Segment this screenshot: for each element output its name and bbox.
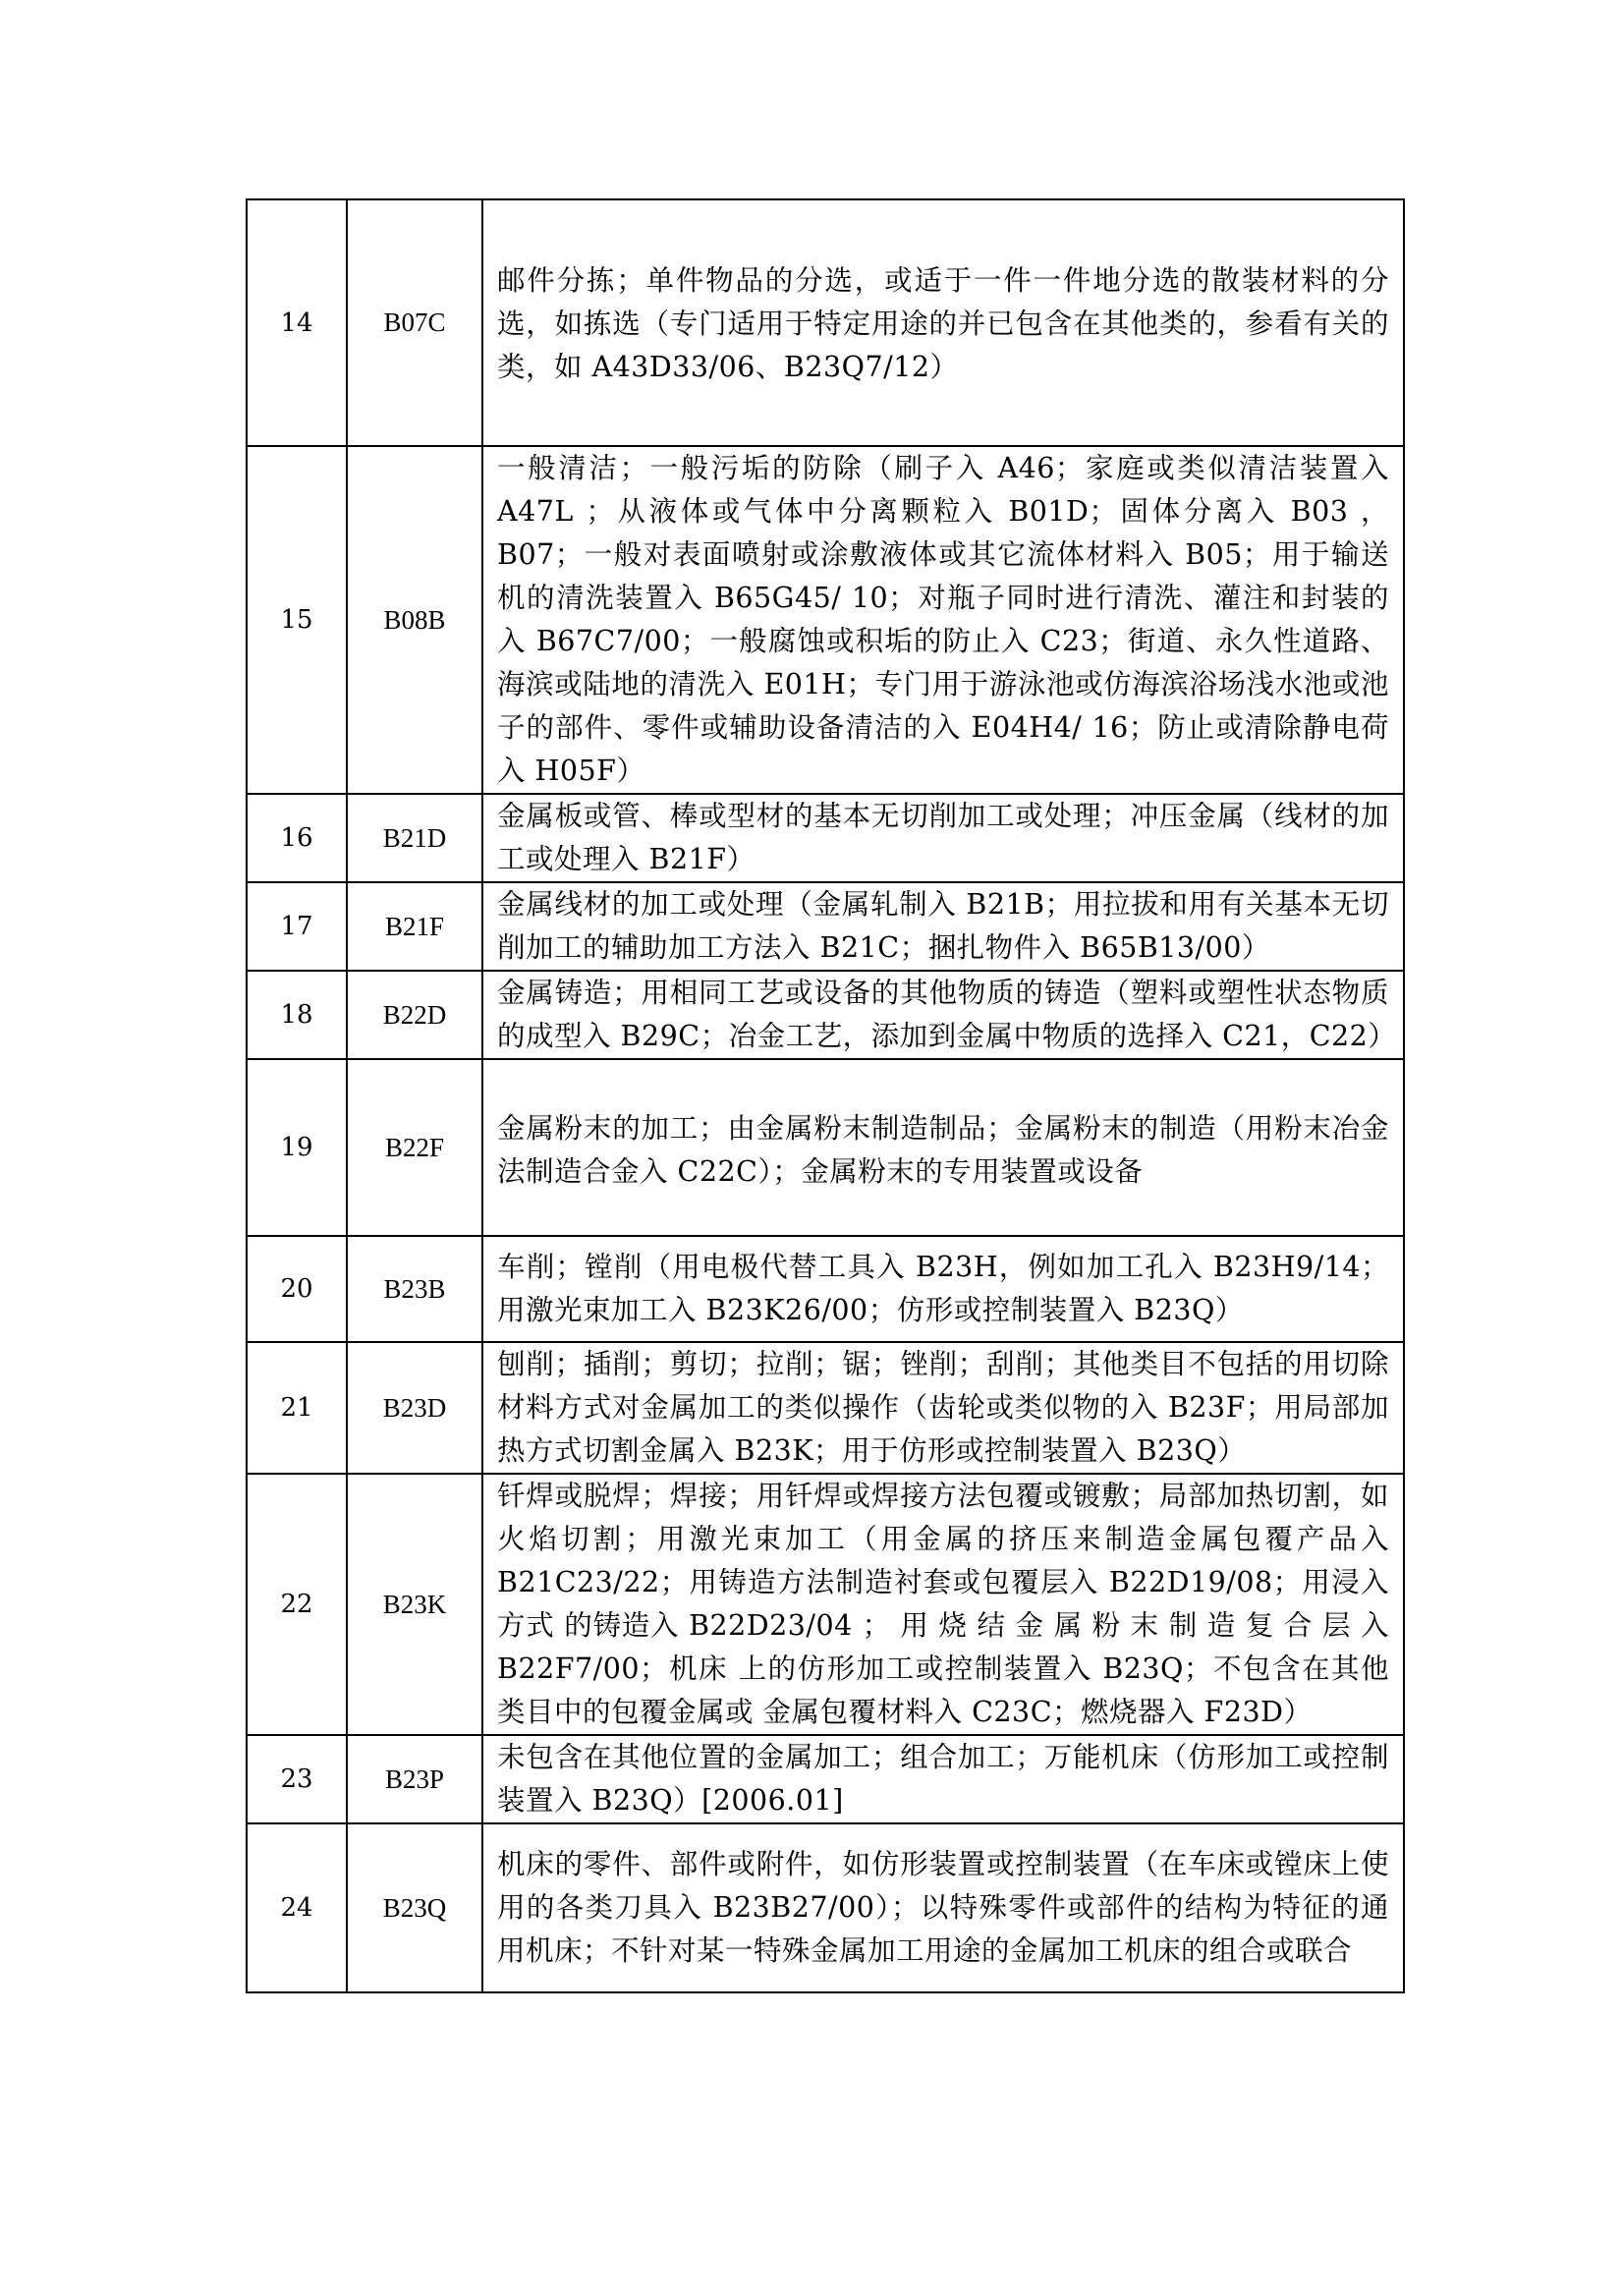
table-row	[247, 199, 1404, 446]
class-description: 机床的零件、部件或附件，如仿形装置或控制装置（在车床或镗床上使用的各类刀具入 B23B27/00）；以特殊零件或部件的结构为特征的通用机床；不针对某一特殊金属加工用途的金属加工机床的组合或联合	[482, 1823, 1404, 1992]
class-description: 邮件分拣；单件物品的分选，或适于一件一件地分选的散装材料的分选，如拣选（专门适用于特定用途的并已包含在其他类的，参看有关的类，如 A43D33/06、B23Q7/12）	[482, 199, 1404, 446]
class-description: 未包含在其他位置的金属加工；组合加工；万能机床（仿形加工或控制装置入 B23Q）[2006.01]	[482, 1735, 1404, 1823]
class-description: 车削；镗削（用电极代替工具入 B23H，例如加工孔入 B23H9/14；用激光束加工入 B23K26/00；仿形或控制装置入 B23Q）	[482, 1236, 1404, 1342]
table-row	[247, 1474, 1404, 1735]
class-code: B23Q	[347, 1823, 482, 1992]
table-row	[247, 446, 1404, 794]
row-number: 15	[247, 446, 347, 794]
row-number: 17	[247, 882, 347, 971]
class-code: B07C	[347, 199, 482, 446]
class-description: 金属铸造；用相同工艺或设备的其他物质的铸造（塑料或塑性状态物质的成型入 B29C；冶金工艺，添加到金属中物质的选择入 C21，C22）	[482, 971, 1404, 1059]
row-number: 14	[247, 199, 347, 446]
class-code: B23K	[347, 1474, 482, 1735]
class-code: B23D	[347, 1342, 482, 1474]
row-number: 23	[247, 1735, 347, 1823]
class-description: 金属粉末的加工；由金属粉末制造制品；金属粉末的制造（用粉末冶金法制造合金入 C22C）；金属粉末的专用装置或设备	[482, 1059, 1404, 1236]
class-description: 金属板或管、棒或型材的基本无切削加工或处理；冲压金属（线材的加工或处理入 B21F）	[482, 794, 1404, 882]
class-code: B22D	[347, 971, 482, 1059]
table-row	[247, 1236, 1404, 1342]
table-row	[247, 1342, 1404, 1474]
table-row	[247, 794, 1404, 882]
row-number: 22	[247, 1474, 347, 1735]
row-number: 18	[247, 971, 347, 1059]
table-row	[247, 882, 1404, 971]
row-number: 21	[247, 1342, 347, 1474]
class-code: B08B	[347, 446, 482, 794]
class-code: B23P	[347, 1735, 482, 1823]
class-description: 刨削；插削；剪切；拉削；锯；锉削；刮削；其他类目不包括的用切除材料方式对金属加工的类似操作（齿轮或类似物的入 B23F；用局部加热方式切割金属入 B23K；用于仿形或控制装置入 B23Q）	[482, 1342, 1404, 1474]
class-code: B21F	[347, 882, 482, 971]
table-row	[247, 1059, 1404, 1236]
class-description: 钎焊或脱焊；焊接；用钎焊或焊接方法包覆或镀敷；局部加热切割，如火焰切割；用激光束加工（用金属的挤压来制造金属包覆产品入 B21C23/22；用铸造方法制造衬套或包覆层入 B22D19/08；用浸入方式 的铸造入 B22D23/04 ； 用 烧 结 金 属 粉 末 制 造 复 合 层 入 B22F7/00；机床 上的仿形加工或控制装置入 B23Q；不包含在其他类目中的包覆金属或 金属包覆材料入 C23C；燃烧器入 F23D）	[482, 1474, 1404, 1735]
classification-table	[246, 198, 1405, 1993]
class-code: B23B	[347, 1236, 482, 1342]
class-code: B22F	[347, 1059, 482, 1236]
class-description: 金属线材的加工或处理（金属轧制入 B21B；用拉拔和用有关基本无切削加工的辅助加工方法入 B21C；捆扎物件入 B65B13/00）	[482, 882, 1404, 971]
row-number: 16	[247, 794, 347, 882]
class-description: 一般清洁；一般污垢的防除（刷子入 A46；家庭或类似清洁装置入 A47L ；从液体或气体中分离颗粒入 B01D；固体分离入 B03 ，B07；一般对表面喷射或涂敷液体或其它流体材料入 B05；用于输送机的清洗装置入 B65G45/ 10；对瓶子同时进行清洗、灌注和封装的入 B67C7/00；一般腐蚀或积垢的防止入 C23；街道、永久性道路、海滨或陆地的清洗入 E01H；专门用于游泳池或仿海滨浴场浅水池或池子的部件、零件或辅助设备清洁的入 E04H4/ 16；防止或清除静电荷入 H05F）	[482, 446, 1404, 794]
class-code: B21D	[347, 794, 482, 882]
row-number: 19	[247, 1059, 347, 1236]
row-number: 24	[247, 1823, 347, 1992]
table-row	[247, 1735, 1404, 1823]
table-row	[247, 971, 1404, 1059]
row-number: 20	[247, 1236, 347, 1342]
table-row	[247, 1823, 1404, 1992]
